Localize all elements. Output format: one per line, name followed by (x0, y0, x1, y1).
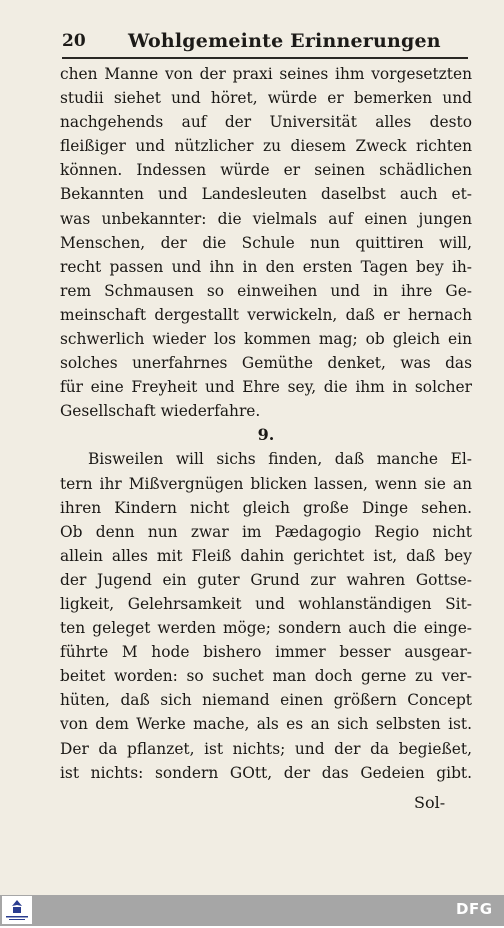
text-line: der Jugend ein guter Grund zur wahren Gottse- (60, 570, 472, 589)
text-line: allein alles mit Fleiß dahin gerichtet ist, daß bey (60, 546, 472, 565)
body-text (60, 62, 472, 785)
running-head: Wohlgemeinte Erinnerungen (128, 30, 441, 52)
text-line: ligkeit, Gelehrsamkeit und wohlanständigen Sit- (60, 594, 472, 613)
header-rule (62, 57, 468, 59)
text-line: für eine Freyheit und Ehre sey, die ihm in solcher (60, 378, 472, 397)
text-line: Der da pflanzet, ist nichts; und der da begießet, (60, 739, 472, 758)
text-line: Bekannten und Landesleuten daselbst auch et- (60, 185, 472, 204)
catchword: Sol- (414, 793, 446, 812)
text-line: Ob denn nun zwar im Pædagogio Regio nicht (60, 522, 472, 541)
text-line: ten geleget werden möge; sondern auch die einge- (60, 619, 472, 638)
text-line: chen Manne von der praxi seines ihm vorgesetzten (60, 65, 472, 83)
page-header (62, 30, 470, 54)
text-line: recht passen und ihn in den ersten Tagen bey ih- (60, 257, 472, 276)
text-line: Gesellschaft wiederfahre. (60, 402, 261, 421)
text-line: nachgehends auf der Universität alles desto (60, 113, 472, 132)
text-line: solches unerfahrnes Gemüthe denket, was das (60, 354, 472, 373)
text-line: ist nichts: sondern GOtt, der das Gedeien gibt. (60, 763, 472, 782)
text-line: Menschen, der die Schule nun quittiren will, (60, 233, 472, 252)
text-line: können. Indessen würde er seinen schädlichen (60, 161, 472, 180)
text-line: rem Schmausen so einweihen und in ihre Ge- (60, 281, 472, 300)
section-number: 9. (257, 425, 275, 445)
text-line: studii siehet und höret, würde er bemerken und (60, 89, 472, 108)
text-line: ihren Kindern nicht gleich große Dinge sehen. (60, 498, 472, 517)
text-line: meinschaft dergestallt verwickeln, daß er hernach (60, 305, 472, 324)
text-line: Bisweilen will sichs finden, daß manche El- (88, 450, 472, 469)
text-line: schwerlich wieder los kommen mag; ob gleich ein (60, 330, 472, 349)
text-line: tern ihr Mißvergnügen blicken lassen, wenn sie an (60, 474, 472, 493)
page-number: 20 (62, 31, 86, 51)
dfg-logo: DFG (456, 900, 493, 918)
text-line: fleißiger und nützlicher zu diesem Zweck richten (60, 137, 472, 156)
text-line: hüten, daß sich niemand einen größern Concept (60, 691, 472, 710)
text-line: was unbekannter: die vielmals auf einen jungen (60, 209, 472, 228)
library-logo (2, 896, 32, 924)
text-line: von dem Werke mache, als es an sich selbsten ist. (60, 715, 472, 734)
viewer-footer-bar (0, 895, 504, 926)
text-line: beitet worden: so suchet man doch gerne zu ver- (60, 667, 472, 686)
paragraph-9 (60, 447, 472, 784)
text-line: führte M hode bishero immer besser ausgear- (60, 643, 472, 662)
paragraph-8-continuation (60, 62, 472, 423)
